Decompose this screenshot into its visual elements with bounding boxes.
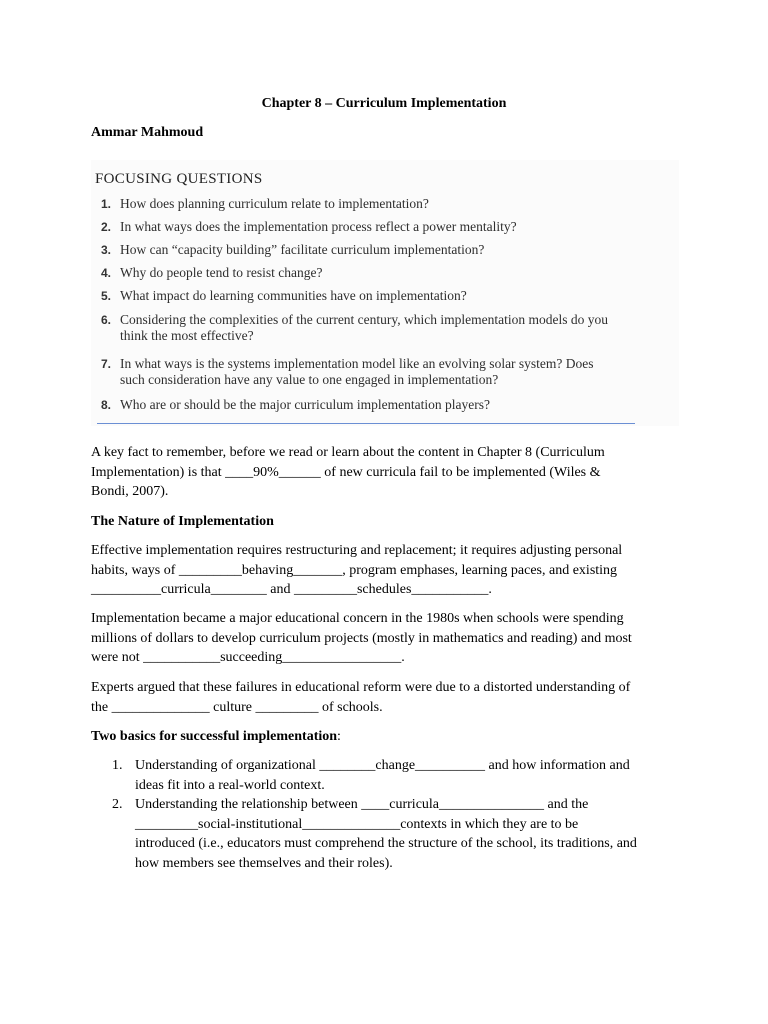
page-title: Chapter 8 – Curriculum Implementation bbox=[261, 96, 507, 111]
list-item: 1. Understanding of organizational ________change__________ and how information and ideas fit into a real-world context. bbox=[112, 758, 630, 793]
focusing-questions-heading: FOCUSING QUESTIONS bbox=[95, 171, 263, 187]
intro-paragraph: A key fact to remember, before we read or learn about the content in Chapter 8 (Curriculum Implementation) is that ____90%______ of new curricula fail to be implemented (Wiles & Bondi, 2007). bbox=[91, 445, 605, 499]
list-item: 2. Understanding the relationship between ____curricula_______________ and the _________social-institutional______________contexts in which they are to be introduced (i.e., educators must comprehend the structure of the school, its traditions, and how members see themselves and their roles). bbox=[112, 797, 637, 871]
section-heading-two-basics: Two basics for successful implementation: bbox=[91, 729, 341, 744]
section-heading-nature: The Nature of Implementation bbox=[91, 514, 274, 529]
author-name: Ammar Mahmoud bbox=[91, 125, 204, 140]
paragraph-1980s: Implementation became a major educational concern in the 1980s when schools were spending millions of dollars to develop curriculum projects (mostly in mathematics and reading) and most were not ___________succeeding_________________. bbox=[91, 611, 632, 665]
paragraph-restructuring: Effective implementation requires restructuring and replacement; it requires adjusting personal habits, ways of _________behaving_______, program emphases, learning paces, and existing __________curricula________ and _________schedules___________. bbox=[91, 543, 623, 597]
focusing-questions-image: FOCUSING QUESTIONS 1. How does planning curriculum relate to implementation? 2. In what ways does the implementation process reflect a power mentality? 3. How can “capacity building” facilitate curriculum implementation? 4. Why do people tend to resist change? 5. What impact do learning communities have on implementation? 6. Considering the complexities of the current century, which implementation models do you think the most effective? 7. In what ways is the systems implementation model like an evolving solar system? Does such consideration have any value to one engaged in implementation? 8. Who are or should be the major curriculum implementation players? bbox=[91, 160, 679, 426]
paragraph-experts: Experts argued that these failures in educational reform were due to a distorted understanding of the ______________ culture _________ of schools. bbox=[91, 680, 631, 715]
basics-list bbox=[91, 756, 681, 873]
divider bbox=[97, 423, 635, 424]
